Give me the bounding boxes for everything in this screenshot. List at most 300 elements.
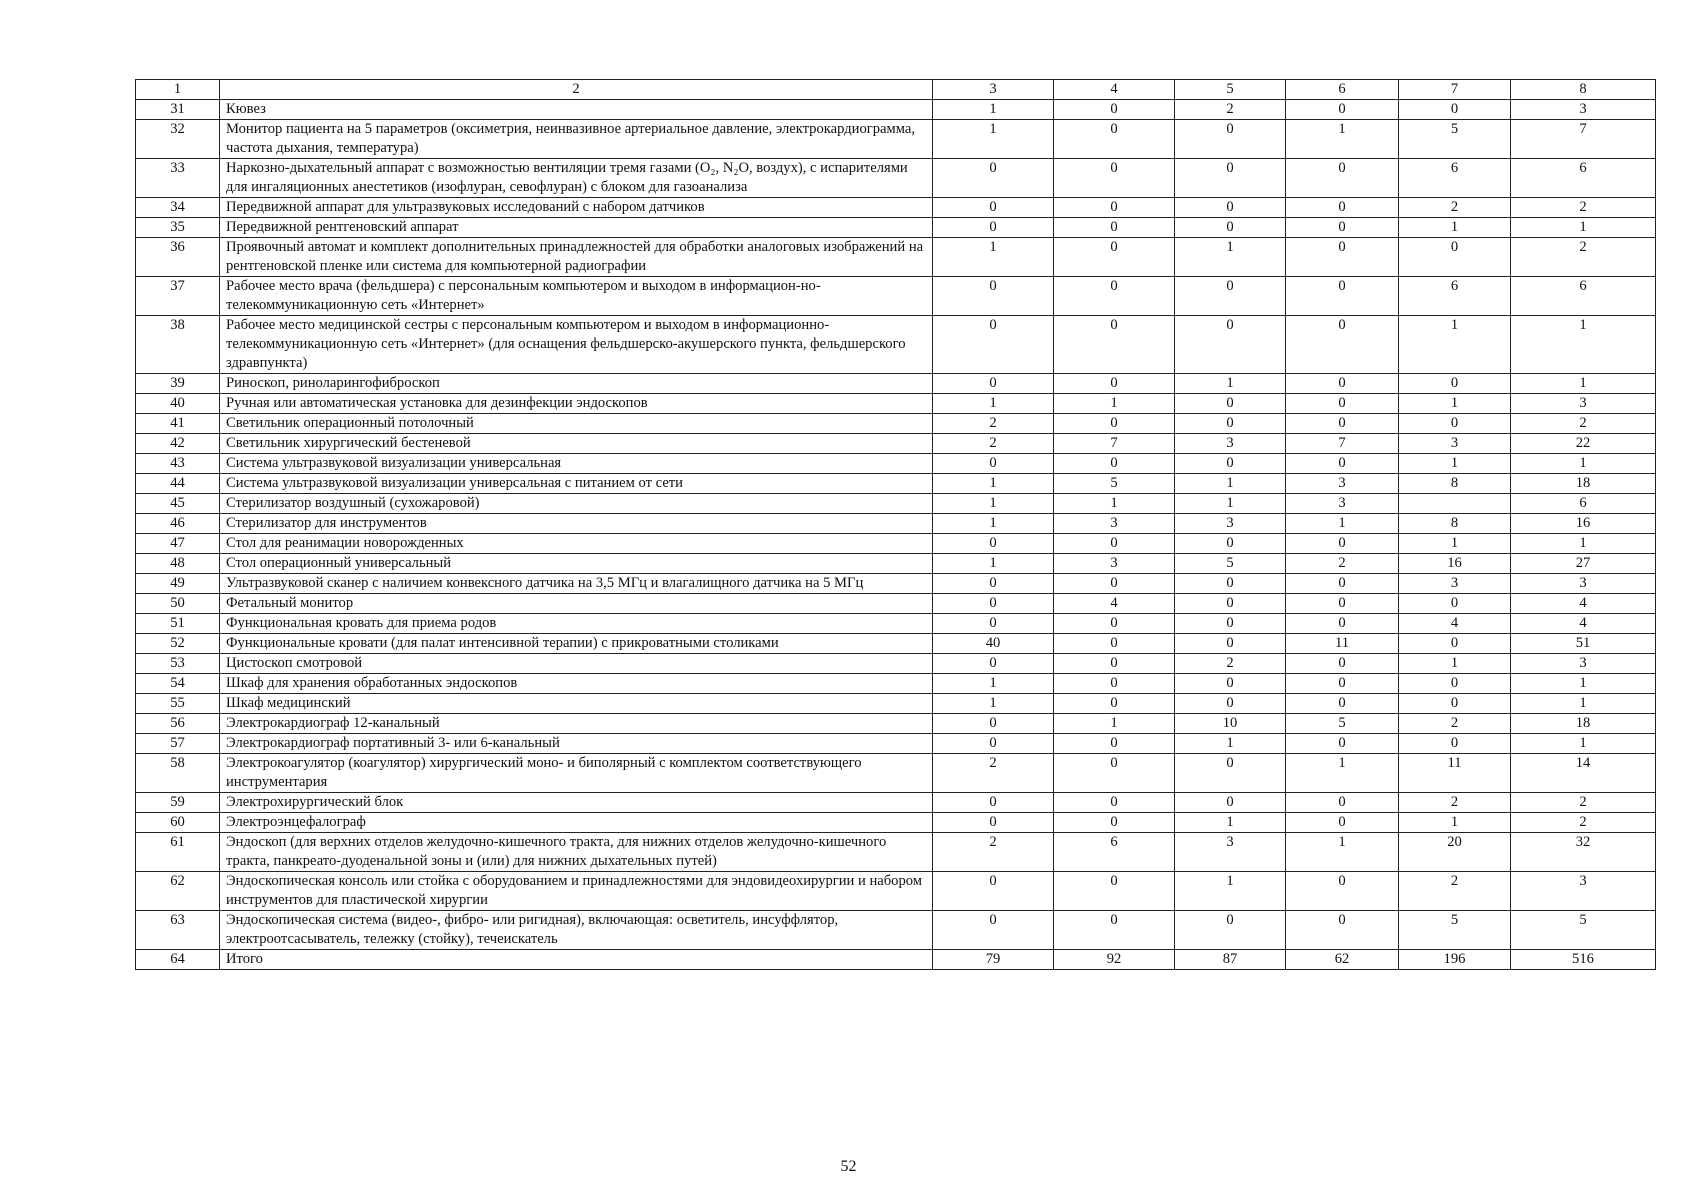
row-number-cell: 62 <box>136 872 220 911</box>
value-cell-col8: 3 <box>1511 100 1656 120</box>
value-cell-col7: 0 <box>1399 694 1511 714</box>
value-cell-col4: 0 <box>1054 654 1175 674</box>
value-cell-col4: 0 <box>1054 316 1175 374</box>
value-cell-col6: 0 <box>1286 813 1399 833</box>
value-cell-col4: 0 <box>1054 374 1175 394</box>
table-body <box>136 80 1656 970</box>
value-cell-col5: 0 <box>1175 277 1286 316</box>
equipment-name-cell: Кювез <box>220 100 933 120</box>
value-cell-col3: 1 <box>933 694 1054 714</box>
row-number-cell: 32 <box>136 120 220 159</box>
value-cell-col3: 0 <box>933 218 1054 238</box>
value-cell-col6: 0 <box>1286 238 1399 277</box>
equipment-name-cell: Передвижной аппарат для ультразвуковых исследований с набором датчиков <box>220 198 933 218</box>
row-number-cell: 43 <box>136 454 220 474</box>
value-cell-col7: 1 <box>1399 394 1511 414</box>
value-cell-col7: 0 <box>1399 734 1511 754</box>
value-cell-col4: 0 <box>1054 218 1175 238</box>
value-cell-col8: 1 <box>1511 218 1656 238</box>
value-cell-col5: 0 <box>1175 614 1286 634</box>
value-cell-col5: 0 <box>1175 594 1286 614</box>
table-row <box>136 654 1656 674</box>
value-cell-col3: 2 <box>933 833 1054 872</box>
value-cell-col4: 6 <box>1054 833 1175 872</box>
header-cell: 8 <box>1511 80 1656 100</box>
table-row <box>136 198 1656 218</box>
value-cell-col6: 0 <box>1286 574 1399 594</box>
table-row <box>136 374 1656 394</box>
value-cell-col7: 2 <box>1399 714 1511 734</box>
value-cell-col8: 3 <box>1511 574 1656 594</box>
value-cell-col3: 1 <box>933 394 1054 414</box>
row-number-cell: 36 <box>136 238 220 277</box>
value-cell-col6: 0 <box>1286 674 1399 694</box>
value-cell-col4: 0 <box>1054 414 1175 434</box>
value-cell-col3: 1 <box>933 120 1054 159</box>
value-cell-col5: 2 <box>1175 654 1286 674</box>
value-cell-col5: 5 <box>1175 554 1286 574</box>
value-cell-col3: 1 <box>933 554 1054 574</box>
row-number-cell: 50 <box>136 594 220 614</box>
value-cell-col8: 6 <box>1511 277 1656 316</box>
value-cell-col5: 3 <box>1175 833 1286 872</box>
value-cell-col7 <box>1399 494 1511 514</box>
value-cell-col4: 0 <box>1054 872 1175 911</box>
equipment-name-cell: Электрокоагулятор (коагулятор) хирургический моно- и биполярный с комплектом соответствующего инструментария <box>220 754 933 793</box>
value-cell-col3: 0 <box>933 813 1054 833</box>
value-cell-col7: 2 <box>1399 198 1511 218</box>
row-number-cell: 45 <box>136 494 220 514</box>
value-cell-col4: 0 <box>1054 634 1175 654</box>
value-cell-col5: 0 <box>1175 574 1286 594</box>
value-cell-col6: 0 <box>1286 374 1399 394</box>
value-cell-col4: 1 <box>1054 714 1175 734</box>
value-cell-col4: 3 <box>1054 514 1175 534</box>
value-cell-col4: 0 <box>1054 159 1175 198</box>
table-row <box>136 793 1656 813</box>
table-row <box>136 316 1656 374</box>
equipment-name-cell: Передвижной рентгеновский аппарат <box>220 218 933 238</box>
value-cell-col7: 20 <box>1399 833 1511 872</box>
value-cell-col8: 5 <box>1511 911 1656 950</box>
value-cell-col7: 1 <box>1399 454 1511 474</box>
value-cell-col6: 0 <box>1286 872 1399 911</box>
table-row <box>136 714 1656 734</box>
value-cell-col8: 2 <box>1511 198 1656 218</box>
value-cell-col4: 0 <box>1054 120 1175 159</box>
value-cell-col3: 0 <box>933 454 1054 474</box>
table-row <box>136 674 1656 694</box>
value-cell-col3: 0 <box>933 911 1054 950</box>
value-cell-col6: 0 <box>1286 100 1399 120</box>
value-cell-col6: 0 <box>1286 198 1399 218</box>
header-cell: 4 <box>1054 80 1175 100</box>
table-row <box>136 634 1656 654</box>
value-cell-col6: 0 <box>1286 277 1399 316</box>
value-cell-col3: 1 <box>933 674 1054 694</box>
value-cell-col3: 1 <box>933 494 1054 514</box>
value-cell-col8: 1 <box>1511 454 1656 474</box>
value-cell-col7: 5 <box>1399 120 1511 159</box>
value-cell-col7: 1 <box>1399 218 1511 238</box>
value-cell-col3: 0 <box>933 714 1054 734</box>
equipment-name-cell: Эндоскопическая консоль или стойка с оборудованием и принадлежностями для эндовидеохирургии и набором инструментов для пластической хирургии <box>220 872 933 911</box>
equipment-name-cell: Ультразвуковой сканер с наличием конвексного датчика на 3,5 МГц и влагалищного датчика на 5 МГц <box>220 574 933 594</box>
value-cell-col3: 0 <box>933 316 1054 374</box>
table-row <box>136 554 1656 574</box>
row-number-cell: 47 <box>136 534 220 554</box>
value-cell-col5: 0 <box>1175 754 1286 793</box>
value-cell-col4: 3 <box>1054 554 1175 574</box>
value-cell-col8: 27 <box>1511 554 1656 574</box>
value-cell-col7: 0 <box>1399 634 1511 654</box>
value-cell-col5: 0 <box>1175 634 1286 654</box>
value-cell-col7: 1 <box>1399 316 1511 374</box>
equipment-name-cell: Электрокардиограф портативный 3- или 6-канальный <box>220 734 933 754</box>
table-row <box>136 238 1656 277</box>
table-row <box>136 514 1656 534</box>
value-cell-col8: 3 <box>1511 654 1656 674</box>
table-row <box>136 813 1656 833</box>
equipment-name-cell: Электроэнцефалограф <box>220 813 933 833</box>
document-sheet <box>135 79 1656 970</box>
value-cell-col4: 0 <box>1054 694 1175 714</box>
value-cell-col5: 10 <box>1175 714 1286 734</box>
row-number-cell: 58 <box>136 754 220 793</box>
value-cell-col6: 0 <box>1286 654 1399 674</box>
value-cell-col8: 1 <box>1511 674 1656 694</box>
value-cell-col4: 0 <box>1054 238 1175 277</box>
value-cell-col4: 0 <box>1054 911 1175 950</box>
row-number-cell: 48 <box>136 554 220 574</box>
value-cell-col7: 0 <box>1399 594 1511 614</box>
value-cell-col7: 8 <box>1399 514 1511 534</box>
value-cell-col3: 0 <box>933 198 1054 218</box>
value-cell-col5: 0 <box>1175 120 1286 159</box>
row-number-cell: 64 <box>136 950 220 970</box>
value-cell-col3: 0 <box>933 614 1054 634</box>
value-cell-col3: 0 <box>933 654 1054 674</box>
value-cell-col3: 0 <box>933 734 1054 754</box>
row-number-cell: 57 <box>136 734 220 754</box>
equipment-name-cell: Ручная или автоматическая установка для дезинфекции эндоскопов <box>220 394 933 414</box>
value-cell-col4: 0 <box>1054 614 1175 634</box>
equipment-name-cell: Цистоскоп смотровой <box>220 654 933 674</box>
value-cell-col6: 11 <box>1286 634 1399 654</box>
equipment-name-cell: Наркозно-дыхательный аппарат с возможностью вентиляции тремя газами (O₂, N₂O, воздух), с испарителями для ингаляционных анестетиков (изофлуран, севофлуран) с блоком для газоанализа <box>220 159 933 198</box>
value-cell-col5: 1 <box>1175 474 1286 494</box>
value-cell-col7: 3 <box>1399 434 1511 454</box>
table-row <box>136 614 1656 634</box>
value-cell-col8: 2 <box>1511 414 1656 434</box>
value-cell-col5: 0 <box>1175 534 1286 554</box>
equipment-name-cell: Стерилизатор воздушный (сухожаровой) <box>220 494 933 514</box>
value-cell-col5: 1 <box>1175 374 1286 394</box>
value-cell-col6: 0 <box>1286 594 1399 614</box>
value-cell-col6: 0 <box>1286 734 1399 754</box>
value-cell-col3: 0 <box>933 872 1054 911</box>
value-cell-col6: 3 <box>1286 494 1399 514</box>
value-cell-col7: 0 <box>1399 674 1511 694</box>
equipment-name-cell: Эндоскопическая система (видео-, фибро- или ригидная), включающая: осветитель, инсуффлятор, электроотсасыватель, тележку (стойку), течеискатель <box>220 911 933 950</box>
table-row <box>136 474 1656 494</box>
value-cell-col7: 8 <box>1399 474 1511 494</box>
table-row <box>136 734 1656 754</box>
header-cell: 6 <box>1286 80 1399 100</box>
value-cell-col5: 0 <box>1175 394 1286 414</box>
value-cell-col8: 18 <box>1511 714 1656 734</box>
row-number-cell: 63 <box>136 911 220 950</box>
row-number-cell: 60 <box>136 813 220 833</box>
value-cell-col3: 40 <box>933 634 1054 654</box>
value-cell-col4: 0 <box>1054 574 1175 594</box>
header-cell: 1 <box>136 80 220 100</box>
table-row <box>136 494 1656 514</box>
equipment-name-cell: Светильник операционный потолочный <box>220 414 933 434</box>
value-cell-col3: 0 <box>933 574 1054 594</box>
row-number-cell: 40 <box>136 394 220 414</box>
value-cell-col5: 0 <box>1175 793 1286 813</box>
row-number-cell: 53 <box>136 654 220 674</box>
row-number-cell: 59 <box>136 793 220 813</box>
value-cell-col7: 0 <box>1399 100 1511 120</box>
value-cell-col8: 18 <box>1511 474 1656 494</box>
table-row <box>136 872 1656 911</box>
value-cell-col8: 2 <box>1511 813 1656 833</box>
value-cell-col8: 4 <box>1511 614 1656 634</box>
value-cell-col6: 1 <box>1286 833 1399 872</box>
value-cell-col7: 6 <box>1399 277 1511 316</box>
value-cell-col5: 0 <box>1175 454 1286 474</box>
value-cell-col5: 1 <box>1175 813 1286 833</box>
value-cell-col7: 0 <box>1399 414 1511 434</box>
row-number-cell: 55 <box>136 694 220 714</box>
table-row <box>136 454 1656 474</box>
value-cell-col4: 0 <box>1054 813 1175 833</box>
table-row <box>136 754 1656 793</box>
value-cell-col4: 0 <box>1054 754 1175 793</box>
page-number: 52 <box>840 1158 857 1175</box>
table-row <box>136 159 1656 198</box>
table-row <box>136 950 1656 970</box>
row-number-cell: 52 <box>136 634 220 654</box>
value-cell-col6: 0 <box>1286 394 1399 414</box>
value-cell-col6: 5 <box>1286 714 1399 734</box>
value-cell-col3: 1 <box>933 238 1054 277</box>
row-number-cell: 33 <box>136 159 220 198</box>
value-cell-col8: 1 <box>1511 316 1656 374</box>
value-cell-col5: 0 <box>1175 414 1286 434</box>
value-cell-col8: 6 <box>1511 494 1656 514</box>
value-cell-col4: 0 <box>1054 734 1175 754</box>
header-cell: 2 <box>220 80 933 100</box>
row-number-cell: 42 <box>136 434 220 454</box>
equipment-name-cell: Шкаф медицинский <box>220 694 933 714</box>
value-cell-col6: 0 <box>1286 159 1399 198</box>
value-cell-col8: 22 <box>1511 434 1656 454</box>
value-cell-col8: 516 <box>1511 950 1656 970</box>
table-row <box>136 534 1656 554</box>
value-cell-col5: 0 <box>1175 218 1286 238</box>
row-number-cell: 35 <box>136 218 220 238</box>
table-row <box>136 594 1656 614</box>
value-cell-col6: 0 <box>1286 454 1399 474</box>
value-cell-col5: 0 <box>1175 694 1286 714</box>
table-row <box>136 277 1656 316</box>
row-number-cell: 54 <box>136 674 220 694</box>
value-cell-col5: 0 <box>1175 674 1286 694</box>
equipment-name-cell: Стол операционный универсальный <box>220 554 933 574</box>
value-cell-col8: 3 <box>1511 394 1656 414</box>
row-number-cell: 38 <box>136 316 220 374</box>
value-cell-col7: 1 <box>1399 654 1511 674</box>
value-cell-col6: 0 <box>1286 414 1399 434</box>
value-cell-col7: 11 <box>1399 754 1511 793</box>
row-number-cell: 51 <box>136 614 220 634</box>
value-cell-col4: 0 <box>1054 454 1175 474</box>
equipment-name-cell: Итого <box>220 950 933 970</box>
header-cell: 5 <box>1175 80 1286 100</box>
value-cell-col4: 7 <box>1054 434 1175 454</box>
value-cell-col3: 0 <box>933 159 1054 198</box>
value-cell-col7: 1 <box>1399 534 1511 554</box>
equipment-name-cell: Функциональная кровать для приема родов <box>220 614 933 634</box>
equipment-name-cell: Фетальный монитор <box>220 594 933 614</box>
value-cell-col5: 0 <box>1175 159 1286 198</box>
value-cell-col6: 0 <box>1286 534 1399 554</box>
value-cell-col4: 4 <box>1054 594 1175 614</box>
table-row <box>136 574 1656 594</box>
value-cell-col8: 1 <box>1511 734 1656 754</box>
value-cell-col6: 0 <box>1286 793 1399 813</box>
value-cell-col4: 0 <box>1054 793 1175 813</box>
value-cell-col8: 14 <box>1511 754 1656 793</box>
value-cell-col4: 0 <box>1054 674 1175 694</box>
value-cell-col5: 0 <box>1175 911 1286 950</box>
value-cell-col6: 0 <box>1286 694 1399 714</box>
value-cell-col5: 1 <box>1175 872 1286 911</box>
table-row <box>136 833 1656 872</box>
row-number-cell: 49 <box>136 574 220 594</box>
row-number-cell: 34 <box>136 198 220 218</box>
equipment-name-cell: Эндоскоп (для верхних отделов желудочно-кишечного тракта, для нижних отделов желудочно-кишечного тракта, панкреато-дуоденальной зоны и (или) для нижних дыхательных путей) <box>220 833 933 872</box>
value-cell-col8: 6 <box>1511 159 1656 198</box>
value-cell-col7: 1 <box>1399 813 1511 833</box>
header-cell: 3 <box>933 80 1054 100</box>
value-cell-col4: 1 <box>1054 394 1175 414</box>
value-cell-col5: 87 <box>1175 950 1286 970</box>
value-cell-col3: 1 <box>933 514 1054 534</box>
value-cell-col4: 0 <box>1054 198 1175 218</box>
equipment-table <box>135 79 1656 970</box>
equipment-name-cell: Стол для реанимации новорожденных <box>220 534 933 554</box>
equipment-name-cell: Риноскоп, риноларингофиброскоп <box>220 374 933 394</box>
value-cell-col6: 1 <box>1286 754 1399 793</box>
value-cell-col7: 5 <box>1399 911 1511 950</box>
value-cell-col3: 0 <box>933 277 1054 316</box>
table-row <box>136 434 1656 454</box>
value-cell-col8: 32 <box>1511 833 1656 872</box>
value-cell-col3: 0 <box>933 374 1054 394</box>
value-cell-col5: 1 <box>1175 734 1286 754</box>
value-cell-col8: 16 <box>1511 514 1656 534</box>
value-cell-col6: 0 <box>1286 316 1399 374</box>
table-row <box>136 911 1656 950</box>
table-row <box>136 218 1656 238</box>
value-cell-col7: 2 <box>1399 793 1511 813</box>
value-cell-col4: 0 <box>1054 100 1175 120</box>
equipment-name-cell: Шкаф для хранения обработанных эндоскопов <box>220 674 933 694</box>
value-cell-col7: 0 <box>1399 374 1511 394</box>
equipment-name-cell: Проявочный автомат и комплект дополнительных принадлежностей для обработки аналоговых изображений на рентгеновской пленке или система для компьютерной радиографии <box>220 238 933 277</box>
value-cell-col3: 0 <box>933 534 1054 554</box>
value-cell-col4: 1 <box>1054 494 1175 514</box>
value-cell-col5: 3 <box>1175 434 1286 454</box>
value-cell-col4: 92 <box>1054 950 1175 970</box>
header-row <box>136 80 1656 100</box>
value-cell-col7: 3 <box>1399 574 1511 594</box>
value-cell-col6: 62 <box>1286 950 1399 970</box>
equipment-name-cell: Система ультразвуковой визуализации универсальная с питанием от сети <box>220 474 933 494</box>
row-number-cell: 31 <box>136 100 220 120</box>
value-cell-col5: 1 <box>1175 494 1286 514</box>
value-cell-col3: 79 <box>933 950 1054 970</box>
value-cell-col3: 1 <box>933 474 1054 494</box>
value-cell-col5: 0 <box>1175 316 1286 374</box>
equipment-name-cell: Рабочее место медицинской сестры с персональным компьютером и выходом в информационно-телекоммуникационную сеть «Интернет» (для оснащения фельдшерско-акушерского пункта, фельдшерского здравпункта) <box>220 316 933 374</box>
table-row <box>136 414 1656 434</box>
value-cell-col8: 51 <box>1511 634 1656 654</box>
value-cell-col6: 0 <box>1286 218 1399 238</box>
value-cell-col5: 2 <box>1175 100 1286 120</box>
value-cell-col7: 16 <box>1399 554 1511 574</box>
row-number-cell: 37 <box>136 277 220 316</box>
value-cell-col6: 1 <box>1286 120 1399 159</box>
equipment-name-cell: Стерилизатор для инструментов <box>220 514 933 534</box>
value-cell-col6: 2 <box>1286 554 1399 574</box>
equipment-name-cell: Монитор пациента на 5 параметров (оксиметрия, неинвазивное артериальное давление, электрокардиограмма, частота дыхания, температура) <box>220 120 933 159</box>
row-number-cell: 61 <box>136 833 220 872</box>
value-cell-col3: 2 <box>933 754 1054 793</box>
table-row <box>136 394 1656 414</box>
value-cell-col5: 3 <box>1175 514 1286 534</box>
value-cell-col6: 1 <box>1286 514 1399 534</box>
table-row <box>136 100 1656 120</box>
value-cell-col8: 1 <box>1511 534 1656 554</box>
value-cell-col7: 2 <box>1399 872 1511 911</box>
row-number-cell: 41 <box>136 414 220 434</box>
value-cell-col5: 0 <box>1175 198 1286 218</box>
value-cell-col3: 0 <box>933 793 1054 813</box>
table-row <box>136 120 1656 159</box>
equipment-name-cell: Рабочее место врача (фельдшера) с персональным компьютером и выходом в информацион-но-телекоммуникационную сеть «Интернет» <box>220 277 933 316</box>
header-cell: 7 <box>1399 80 1511 100</box>
value-cell-col6: 7 <box>1286 434 1399 454</box>
row-number-cell: 56 <box>136 714 220 734</box>
value-cell-col8: 1 <box>1511 694 1656 714</box>
value-cell-col3: 2 <box>933 414 1054 434</box>
value-cell-col8: 7 <box>1511 120 1656 159</box>
value-cell-col6: 3 <box>1286 474 1399 494</box>
equipment-name-cell: Электрохирургический блок <box>220 793 933 813</box>
row-number-cell: 46 <box>136 514 220 534</box>
value-cell-col5: 1 <box>1175 238 1286 277</box>
value-cell-col8: 1 <box>1511 374 1656 394</box>
row-number-cell: 39 <box>136 374 220 394</box>
value-cell-col7: 4 <box>1399 614 1511 634</box>
value-cell-col8: 2 <box>1511 238 1656 277</box>
value-cell-col8: 4 <box>1511 594 1656 614</box>
